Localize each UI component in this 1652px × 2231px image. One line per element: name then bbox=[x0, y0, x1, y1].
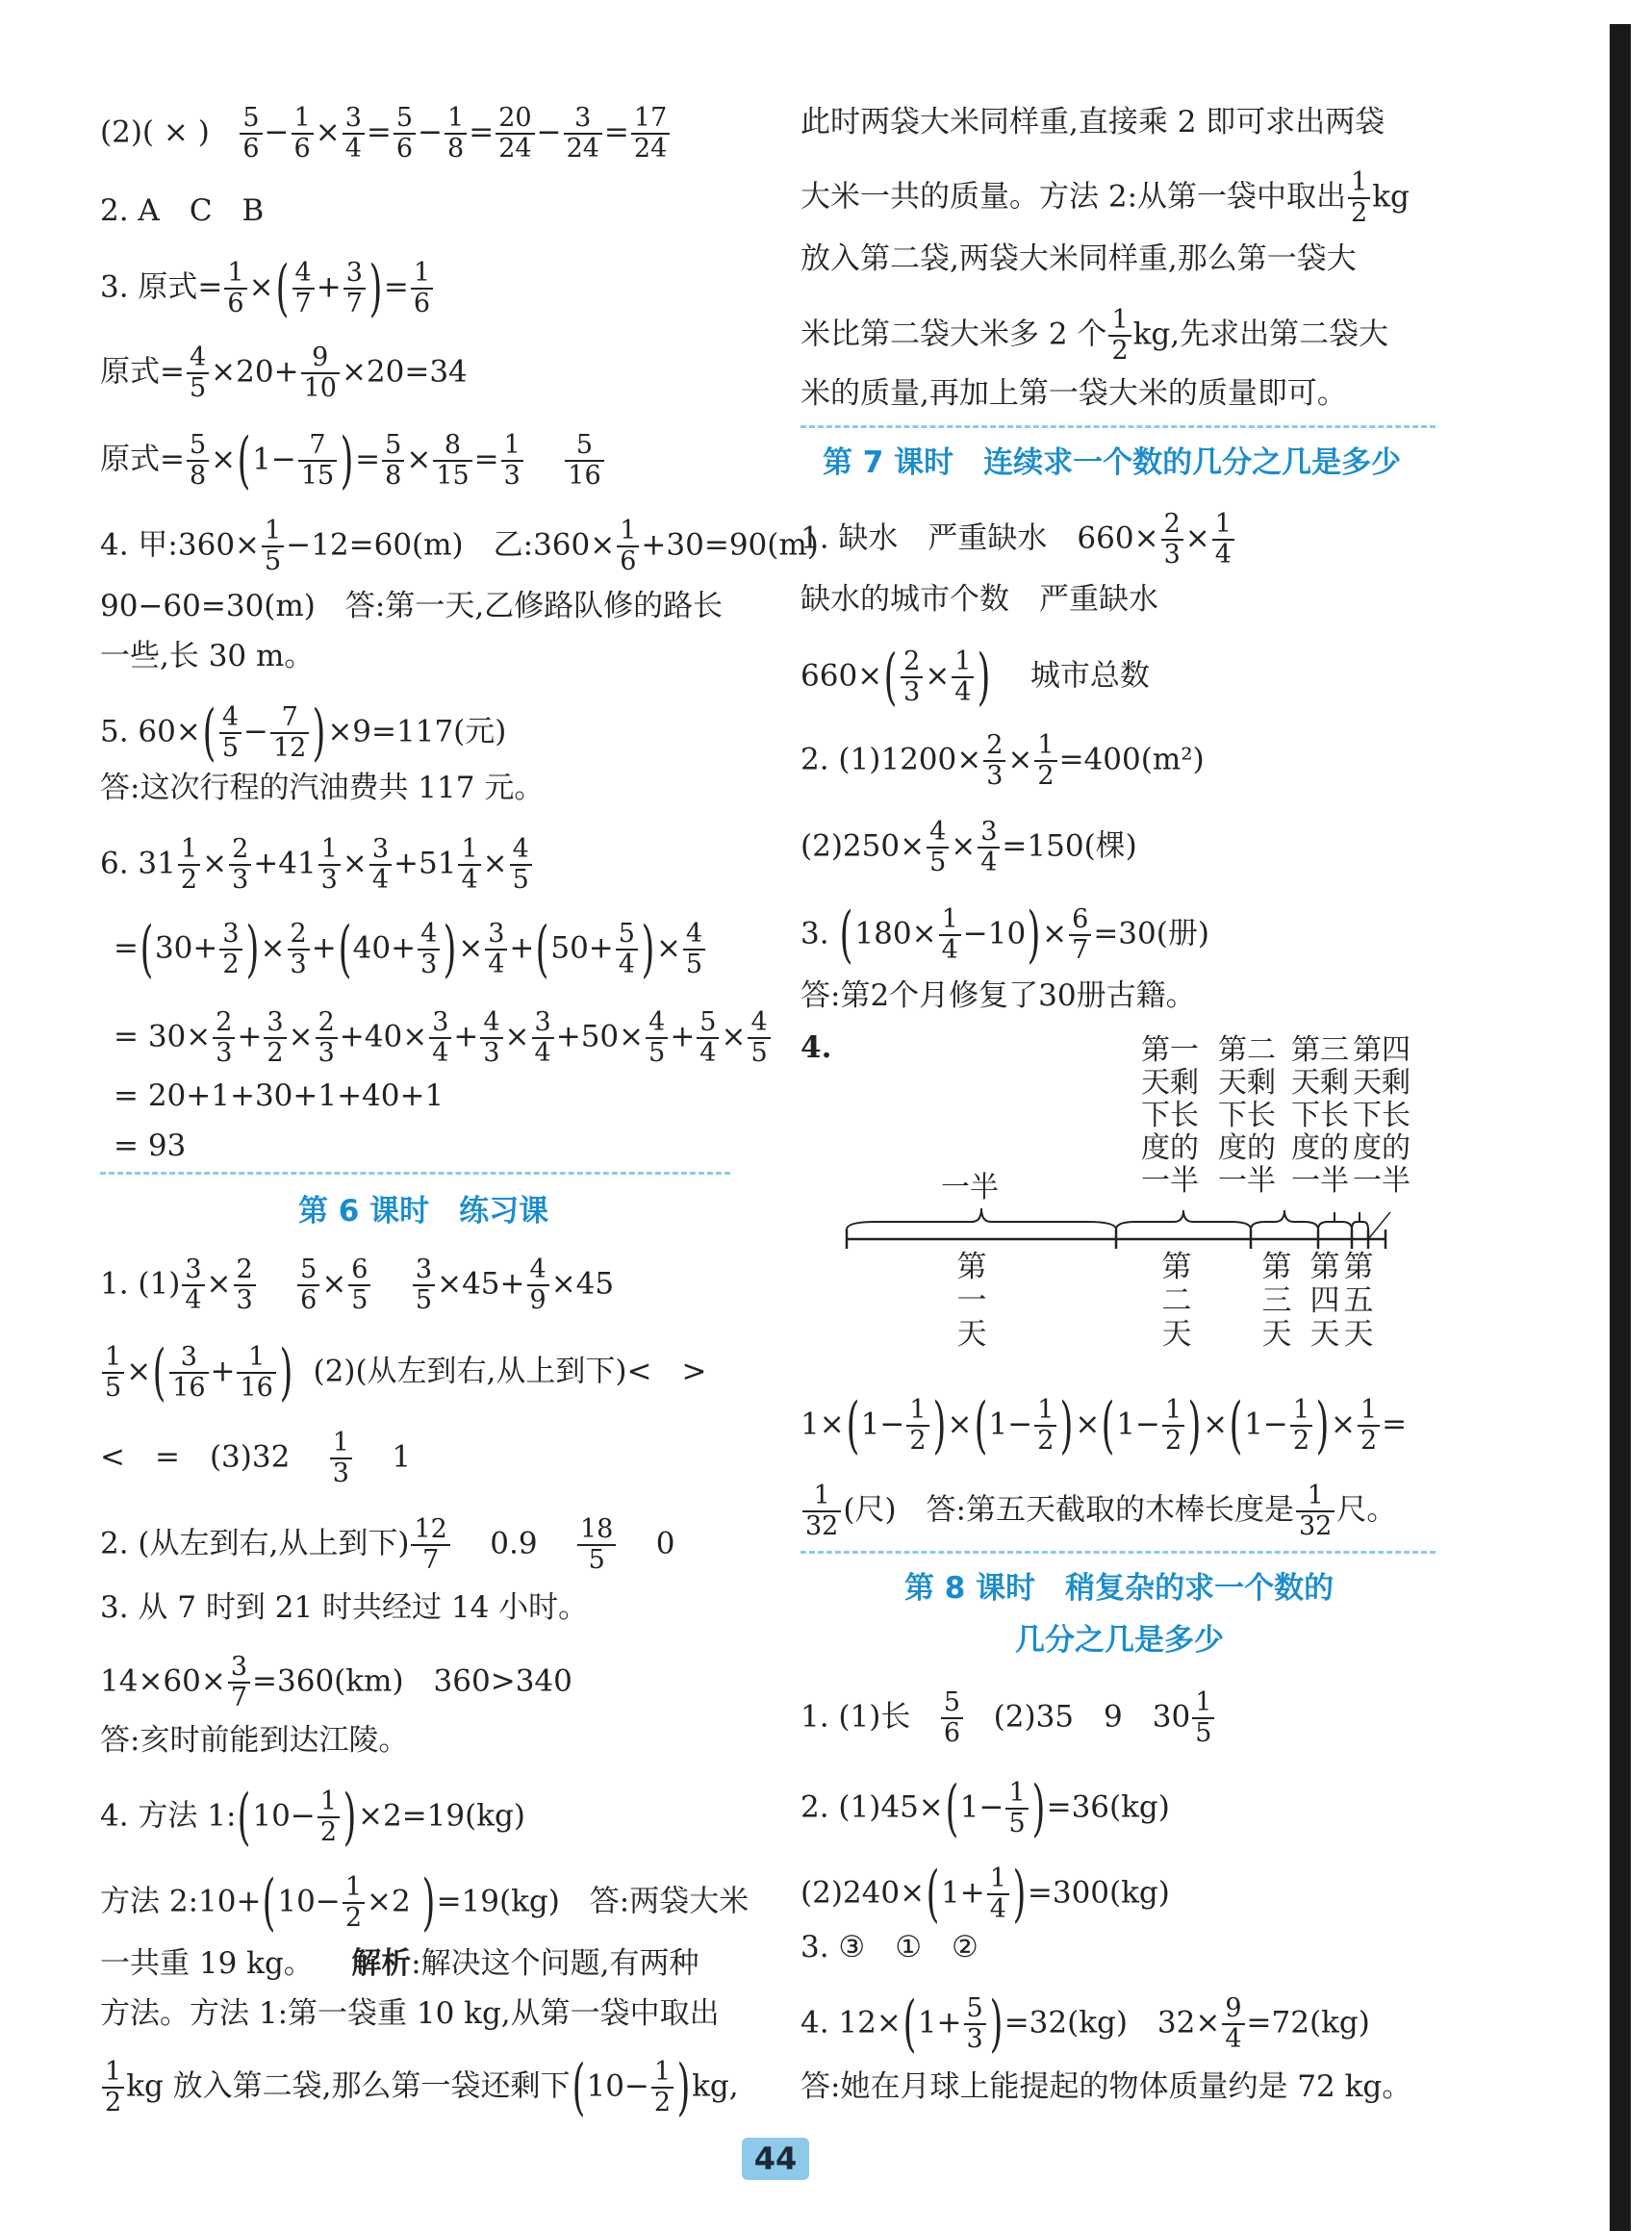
fraction: $\frac{1}{32}$ bbox=[802, 1482, 841, 1541]
answer-line: (2)( × ) $\frac{5}{6}$ − $\frac{1}{6}$ × $\frac{3}{4}$ = $\frac{5}{6}$ − $\frac{1}{8}$ = $\frac{20}{24}$ − $\frac{3}{24}$ = $\frac{17}{24}$ bbox=[100, 104, 672, 164]
fraction: $\frac{1}{2}$ bbox=[651, 2058, 674, 2117]
fraction: $\frac{1}{16}$ bbox=[237, 1343, 275, 1403]
diagram-label: 第四天剩下长度的一半 bbox=[1353, 1033, 1411, 1198]
fraction: $\frac{1}{6}$ bbox=[617, 517, 639, 576]
fraction: $\frac{5}{3}$ bbox=[964, 1994, 986, 2054]
label-pointer bbox=[1368, 1212, 1390, 1239]
answer-line: 答:亥时前能到达江陵。 bbox=[100, 1723, 409, 1758]
answer-line: 1. 缺水 严重缺水 660× $\frac{2}{3}$ × $\frac{1}{4}$ bbox=[801, 510, 1236, 570]
fraction: $\frac{7}{15}$ bbox=[298, 431, 337, 491]
answer-line: 一些,长 30 m。 bbox=[100, 639, 315, 673]
fraction: $\frac{3}{4}$ bbox=[532, 1008, 554, 1068]
answer-line: 大米一共的质量。方法 2:从第一袋中取出 $\frac{1}{2}$ kg bbox=[801, 167, 1410, 228]
fraction: $\frac{1}{6}$ bbox=[411, 259, 433, 318]
fraction: $\frac{5}{8}$ bbox=[382, 431, 404, 491]
diagram-label: 第二天剩下长度的一半 bbox=[1218, 1033, 1276, 1198]
fraction: $\frac{1}{2}$ bbox=[318, 1787, 340, 1847]
fraction: $\frac{1}{4}$ bbox=[1212, 510, 1234, 570]
fraction: $\frac{3}{4}$ bbox=[182, 1255, 204, 1315]
answer-line: 1×(1− $\frac{1}{2}$ )×(1− $\frac{1}{2}$ )×(1− $\frac{1}{2}$ )×(1− $\frac{1}{2}$ )× $\frac{1}{2}$ = bbox=[801, 1390, 1408, 1461]
fraction: $\frac{2}{3}$ bbox=[983, 731, 1005, 791]
fraction: $\frac{1}{6}$ bbox=[224, 259, 246, 318]
fraction: $\frac{1}{5}$ bbox=[1192, 1688, 1214, 1748]
fraction: $\frac{4}{5}$ bbox=[510, 835, 532, 895]
question-number: 4. bbox=[801, 1030, 832, 1065]
answer-line: 答:她在月球上能提起的物体质量约是 72 kg。 bbox=[801, 2069, 1412, 2104]
fraction: $\frac{1}{2}$ bbox=[178, 835, 200, 895]
fraction: $\frac{1}{2}$ bbox=[1034, 731, 1056, 791]
fraction: $\frac{4}{9}$ bbox=[527, 1255, 549, 1315]
fraction: $\frac{3}{4}$ bbox=[343, 104, 365, 164]
fraction: $\frac{2}{3}$ bbox=[234, 1255, 256, 1315]
fraction: $\frac{1}{2}$ bbox=[343, 1873, 365, 1933]
fraction: $\frac{2}{3}$ bbox=[316, 1008, 338, 1068]
answer-line: 1. (1)长 $\frac{5}{6}$ (2)35 9 30 $\frac{1}{5}$ bbox=[801, 1688, 1216, 1748]
fraction: $\frac{6}{7}$ bbox=[1069, 905, 1091, 965]
fraction: $\frac{1}{4}$ bbox=[939, 905, 961, 965]
fraction: $\frac{12}{7}$ bbox=[411, 1515, 449, 1575]
answer-line: 1. (1) $\frac{3}{4}$ × $\frac{2}{3}$ $\frac{5}{6}$ × $\frac{6}{5}$ $\frac{3}{5}$ ×45+ $\frac{4}{9}$ ×45 bbox=[100, 1255, 615, 1315]
fraction: $\frac{3}{7}$ bbox=[228, 1653, 250, 1712]
answer-line: 答:这次行程的汽油费共 117 元。 bbox=[100, 771, 545, 805]
answer-line: 3. 从 7 时到 21 时共经过 14 小时。 bbox=[100, 1590, 589, 1625]
answer-line: 660×( $\frac{2}{3}$ × $\frac{1}{4}$ ) 城市总数 bbox=[801, 642, 1150, 713]
fraction: $\frac{4}{5}$ bbox=[683, 920, 705, 979]
fraction: $\frac{1}{4}$ bbox=[987, 1864, 1009, 1924]
fraction: $\frac{4}{3}$ bbox=[480, 1008, 502, 1068]
fraction: $\frac{1}{2}$ bbox=[1290, 1396, 1312, 1456]
fraction: $\frac{1}{2}$ bbox=[102, 2058, 124, 2117]
answer-line: 4. 方法 1:(10− $\frac{1}{2}$ )×2=19(kg) bbox=[100, 1782, 525, 1853]
fraction: $\frac{1}{5}$ bbox=[1005, 1779, 1028, 1838]
fraction: $\frac{9}{4}$ bbox=[1222, 1994, 1244, 2054]
fraction: $\frac{2}{3}$ bbox=[213, 1008, 235, 1068]
fraction: $\frac{1}{2}$ bbox=[1034, 1396, 1056, 1456]
fraction: $\frac{17}{24}$ bbox=[631, 104, 670, 164]
fraction: $\frac{1}{5}$ bbox=[102, 1343, 124, 1403]
answer-line: 4. 甲:360× $\frac{1}{5}$ −12=60(m) 乙:360× $\frac{1}{6}$ +30=90(m) bbox=[100, 516, 819, 576]
answer-line: 原式= $\frac{5}{8}$ ×(1− $\frac{7}{15}$ )= $\frac{5}{8}$ × $\frac{8}{15}$ = $\frac{1}{3}$ $\frac{5}{16}$ bbox=[100, 430, 606, 492]
fraction: $\frac{1}{4}$ bbox=[458, 835, 480, 895]
answer-line: 原式= $\frac{4}{5}$ ×20+ $\frac{9}{10}$ ×20=34 bbox=[100, 342, 468, 403]
answer-line: $\frac{1}{5}$ ×( $\frac{3}{16}$ + $\frac{1}{16}$ ) (2)(从左到右,从上到下)< > bbox=[100, 1342, 706, 1404]
fraction: $\frac{5}{4}$ bbox=[697, 1008, 719, 1068]
answer-line: (2)250× $\frac{4}{5}$ × $\frac{3}{4}$ =150(棵) bbox=[801, 817, 1137, 877]
answer-line: 答:第2个月修复了30册古籍。 bbox=[801, 978, 1196, 1013]
fraction: $\frac{4}{5}$ bbox=[646, 1008, 668, 1068]
answer-line: 2. (1)1200× $\frac{2}{3}$ × $\frac{1}{2}$ =400(m²) bbox=[801, 730, 1205, 791]
fraction: $\frac{3}{16}$ bbox=[169, 1343, 208, 1403]
fraction: $\frac{2}{3}$ bbox=[1161, 510, 1183, 570]
fraction: $\frac{1}{3}$ bbox=[318, 835, 341, 895]
answer-line: $\frac{1}{32}$ (尺) 答:第五天截取的木棒长度是 $\frac{1}{32}$ 尺。 bbox=[801, 1482, 1396, 1541]
fraction: $\frac{5}{16}$ bbox=[565, 431, 603, 491]
fraction: $\frac{5}{6}$ bbox=[941, 1688, 963, 1748]
fraction: $\frac{5}{6}$ bbox=[394, 104, 416, 164]
answer-line: 一共重 19 kg。 解析:解决这个问题,有两种 bbox=[100, 1946, 699, 1981]
fraction: $\frac{3}{5}$ bbox=[413, 1255, 435, 1315]
answer-line: = 20+1+30+1+40+1 bbox=[114, 1078, 445, 1113]
fraction: $\frac{4}{3}$ bbox=[418, 920, 440, 979]
answer-line: 米比第二袋大米多 2 个 $\frac{1}{2}$ kg,先求出第二袋大 bbox=[801, 305, 1389, 366]
fraction: $\frac{2}{3}$ bbox=[901, 647, 923, 707]
fraction: $\frac{7}{12}$ bbox=[270, 703, 309, 763]
answer-line: 方法 2:10+(10− $\frac{1}{2}$ ×2 )=19(kg) 答:两袋大米 bbox=[100, 1867, 750, 1939]
brace bbox=[1318, 1212, 1352, 1230]
answer-line: 3. 原式= $\frac{1}{6}$ ×( $\frac{4}{7}$ + $\frac{3}{7}$ )= $\frac{1}{6}$ bbox=[100, 258, 435, 319]
diagram-label: 第三天剩下长度的一半 bbox=[1291, 1033, 1349, 1198]
fraction: $\frac{5}{6}$ bbox=[240, 104, 262, 164]
answer-line: = 93 bbox=[114, 1128, 187, 1163]
fraction: $\frac{3}{24}$ bbox=[564, 104, 602, 164]
answer-line: < = (3)32 $\frac{1}{3}$ 1 bbox=[100, 1428, 412, 1488]
fraction: $\frac{5}{8}$ bbox=[187, 431, 209, 491]
answer-line: 14×60× $\frac{3}{7}$ =360(km) 360>340 bbox=[100, 1652, 572, 1712]
fraction: $\frac{1}{5}$ bbox=[262, 517, 284, 576]
fraction: $\frac{8}{15}$ bbox=[433, 431, 471, 491]
fraction: $\frac{9}{10}$ bbox=[301, 343, 340, 403]
answer-line: 方法。方法 1:第一袋重 10 kg,从第一袋中取出 bbox=[100, 1996, 720, 2031]
fraction: $\frac{3}{2}$ bbox=[219, 920, 241, 979]
fraction: $\frac{3}{2}$ bbox=[264, 1008, 286, 1068]
fraction: $\frac{1}{2}$ bbox=[1162, 1396, 1184, 1456]
brace bbox=[847, 1208, 1116, 1230]
fraction: $\frac{2}{3}$ bbox=[229, 835, 251, 895]
diagram-label: 第三天 bbox=[1261, 1250, 1292, 1352]
fraction: $\frac{3}{4}$ bbox=[429, 1008, 451, 1068]
fraction: $\frac{5}{4}$ bbox=[616, 920, 638, 979]
fraction: $\frac{3}{7}$ bbox=[343, 259, 366, 318]
diagram-label: 第四天 bbox=[1309, 1250, 1340, 1352]
answer-line: =(30+ $\frac{3}{2}$ )× $\frac{2}{3}$ +(40+ $\frac{4}{3}$ )× $\frac{3}{4}$ +(50+ $\frac{5}{4}$ )× $\frac{4}{5}$ bbox=[114, 919, 707, 980]
diagram-label: 一半 bbox=[941, 1171, 999, 1204]
fraction: $\frac{1}{3}$ bbox=[330, 1429, 352, 1488]
section-heading: 几分之几是多少 bbox=[1015, 1623, 1224, 1658]
fraction: $\frac{1}{2}$ bbox=[906, 1396, 928, 1456]
fraction: $\frac{1}{6}$ bbox=[292, 104, 314, 164]
answer-line: 此时两袋大米同样重,直接乘 2 即可求出两袋 bbox=[801, 105, 1385, 139]
answer-line: 2. (1)45×(1− $\frac{1}{5}$ )=36(kg) bbox=[801, 1773, 1170, 1844]
fraction: $\frac{20}{24}$ bbox=[496, 104, 534, 164]
answer-line: 放入第二袋,两袋大米同样重,那么第一袋大 bbox=[801, 241, 1357, 276]
section-divider bbox=[801, 425, 1436, 428]
answer-line: 4. 12×(1+ $\frac{5}{3}$ )=32(kg) 32× $\frac{9}{4}$ =72(kg) bbox=[801, 1989, 1370, 2060]
diagram-label: 第五天 bbox=[1343, 1250, 1374, 1352]
fraction: $\frac{3}{4}$ bbox=[978, 818, 1000, 877]
fraction: $\frac{2}{3}$ bbox=[288, 920, 310, 979]
fraction: $\frac{4}{5}$ bbox=[187, 343, 209, 403]
fraction: $\frac{4}{5}$ bbox=[748, 1008, 770, 1068]
answer-line: 缺水的城市个数 严重缺水 bbox=[801, 582, 1158, 617]
answer-line: = 30× $\frac{2}{3}$ + $\frac{3}{2}$ × $\frac{2}{3}$ +40× $\frac{3}{4}$ + $\frac{4}{3}$ × $\frac{3}{4}$ +50× $\frac{4}{5}$ + $\frac{5}{4}$ × $\frac{4}{5}$ bbox=[114, 1008, 773, 1068]
answer-line: 2. A C B bbox=[100, 193, 265, 228]
fraction: $\frac{1}{2}$ bbox=[1358, 1396, 1380, 1456]
diagram-label: 第二天 bbox=[1161, 1250, 1192, 1352]
fraction: $\frac{4}{5}$ bbox=[219, 703, 241, 763]
answer-line: 90−60=30(m) 答:第一天,乙修路队修的路长 bbox=[100, 589, 724, 623]
fraction: $\frac{18}{5}$ bbox=[577, 1515, 616, 1575]
page-edge bbox=[1610, 24, 1631, 2231]
section-heading: 第 7 课时 连续求一个数的几分之几是多少 bbox=[823, 445, 1402, 480]
answer-line: 米的质量,再加上第一袋大米的质量即可。 bbox=[801, 376, 1347, 411]
fraction: $\frac{1}{8}$ bbox=[445, 104, 467, 164]
brace bbox=[1251, 1210, 1318, 1230]
fraction: $\frac{1}{3}$ bbox=[501, 431, 523, 491]
fraction: $\frac{1}{2}$ bbox=[1108, 306, 1131, 366]
fraction: $\frac{6}{5}$ bbox=[348, 1255, 370, 1315]
fraction: $\frac{1}{32}$ bbox=[1296, 1482, 1334, 1541]
section-heading: 第 6 课时 练习课 bbox=[298, 1194, 549, 1229]
answer-line: $\frac{1}{2}$ kg 放入第二袋,那么第一袋还剩下(10− $\frac{1}{2}$ )kg, bbox=[100, 2057, 739, 2118]
answer-line: 3. ③ ① ② bbox=[801, 1930, 978, 1965]
fraction: $\frac{3}{4}$ bbox=[369, 835, 392, 895]
fraction: $\frac{1}{4}$ bbox=[952, 647, 974, 707]
fraction: $\frac{5}{6}$ bbox=[297, 1255, 319, 1315]
answer-line: 6. 31 $\frac{1}{2}$ × $\frac{2}{3}$ +41 $\frac{1}{3}$ × $\frac{3}{4}$ +51 $\frac{1}{4}$ × $\frac{4}{5}$ bbox=[100, 835, 534, 895]
answer-line: 5. 60×( $\frac{4}{5}$ − $\frac{7}{12}$ )×9=117(元) bbox=[100, 697, 507, 769]
diagram-label: 第一天 bbox=[956, 1250, 987, 1352]
fraction: $\frac{1}{2}$ bbox=[1348, 168, 1370, 228]
section-divider bbox=[100, 1172, 730, 1175]
diagram-label: 第一天剩下长度的一半 bbox=[1141, 1033, 1199, 1198]
page-number: 44 bbox=[742, 2138, 809, 2180]
answer-line: 3. (180× $\frac{1}{4}$ −10)× $\frac{6}{7}$ =30(册) bbox=[801, 900, 1209, 971]
fraction: $\frac{4}{5}$ bbox=[927, 818, 949, 877]
section-divider bbox=[801, 1551, 1436, 1554]
brace bbox=[1116, 1210, 1251, 1230]
fraction: $\frac{4}{7}$ bbox=[292, 259, 315, 318]
answer-line: (2)240×(1+ $\frac{1}{4}$ )=300(kg) bbox=[801, 1859, 1170, 1930]
fraction: $\frac{3}{4}$ bbox=[485, 920, 507, 979]
section-heading: 第 8 课时 稍复杂的求一个数的 bbox=[904, 1571, 1334, 1606]
answer-line: 2. (从左到右,从上到下) $\frac{12}{7}$ 0.9 $\frac{18}{5}$ 0 bbox=[100, 1514, 675, 1575]
brace bbox=[1352, 1212, 1368, 1230]
